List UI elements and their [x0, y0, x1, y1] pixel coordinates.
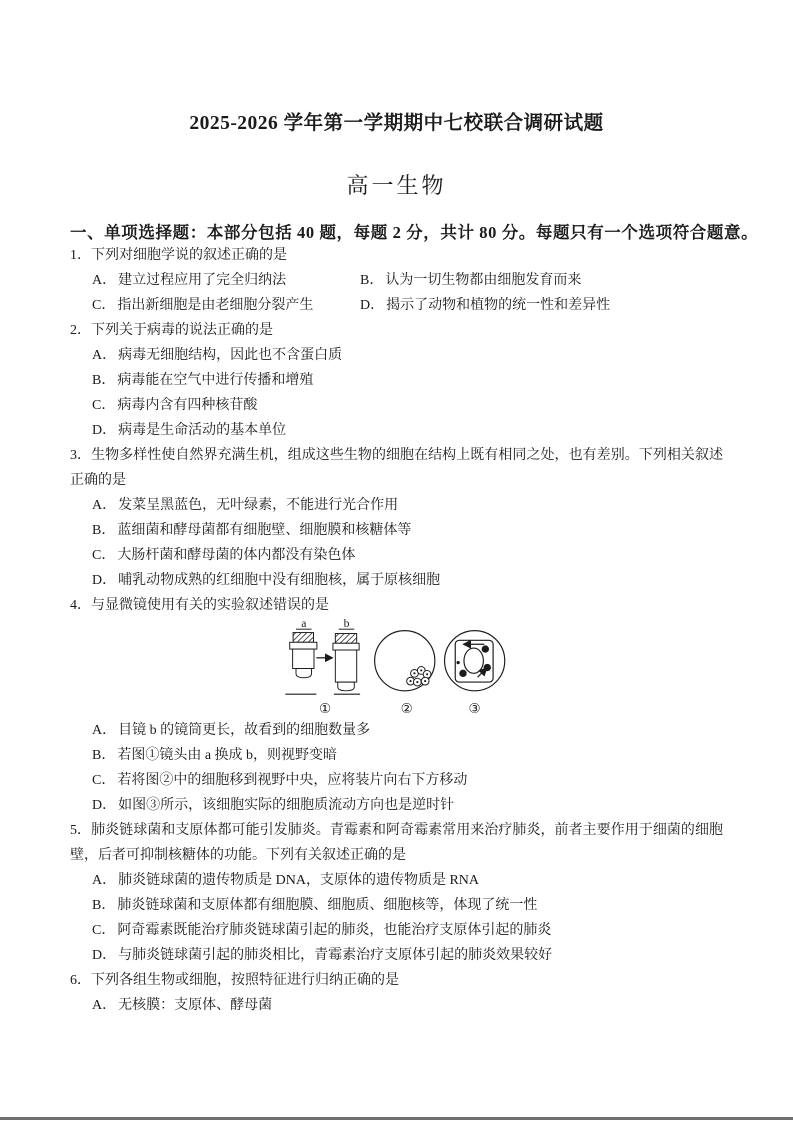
option-5-a: A． 肺炎链球菌的遗传物质是 DNA，支原体的遗传物质是 RNA — [92, 873, 480, 888]
question-2-stem — [70, 318, 723, 343]
question-5-stem — [70, 818, 723, 868]
question-4 — [70, 593, 723, 818]
question-6-text: 下列各组生物或细胞，按照特征进行归纳正确的是 — [91, 973, 399, 988]
option-2-c: C． 病毒内含有四种核苷酸 — [92, 398, 258, 413]
panel-3-label: ③ — [468, 701, 481, 717]
microscope-figure — [70, 618, 723, 718]
question-2-number: 2． — [70, 323, 91, 338]
question-1-text: 下列对细胞学说的叙述正确的是 — [91, 248, 287, 263]
question-3-text: 生物多样性使自然界充满生机，组成这些生物的细胞在结构上既有相同之处，也有差别。下列相关叙述正确的是 — [70, 448, 724, 488]
option-3-b: B． 蓝细菌和酵母菌都有细胞壁、细胞膜和核糖体等 — [92, 523, 412, 538]
option-5-c: C． 阿奇霉素既能治疗肺炎链球菌引起的肺炎，也能治疗支原体引起的肺炎 — [92, 923, 552, 938]
question-3 — [70, 443, 723, 593]
option-6-a: A． 无核膜：支原体、酵母菌 — [92, 998, 273, 1013]
section-header: 一、单项选择题：本部分包括 40 题，每题 2 分，共计 80 分。每题只有一个选项符合题意。 — [70, 223, 759, 242]
question-1-options — [70, 268, 723, 318]
nucleus-outline — [464, 648, 483, 673]
question-5-options — [70, 868, 723, 968]
question-1 — [70, 243, 723, 318]
question-3-stem — [70, 443, 723, 493]
option-3-c: C． 大肠杆菌和酵母菌的体内都没有染色体 — [92, 548, 356, 563]
panel-1-label: ① — [319, 701, 332, 717]
field-of-view-cells — [375, 631, 435, 691]
panel-2-label: ② — [400, 701, 413, 717]
question-3-number: 3． — [70, 448, 92, 463]
microscope-figure-svg — [279, 618, 514, 718]
option-3-a: A． 发菜呈黑蓝色，无叶绿素，不能进行光合作用 — [92, 498, 399, 513]
question-4-text: 与显微镜使用有关的实验叙述错误的是 — [91, 598, 329, 613]
field-of-view-streaming-cell — [445, 631, 505, 691]
option-1-d: D． 揭示了动物和植物的统一性和差异性 — [360, 298, 611, 313]
question-5 — [70, 818, 723, 968]
option-4-b: B． 若图①镜头由 a 换成 b，则视野变暗 — [92, 748, 338, 763]
option-5-d: D． 与肺炎链球菌引起的肺炎相比，青霉素治疗支原体引起的肺炎效果较好 — [92, 948, 553, 963]
option-4-c: C． 若将图②中的细胞移到视野中央，应将装片向右下方移动 — [92, 773, 468, 788]
question-6-number: 6． — [70, 973, 91, 988]
question-4-options — [70, 718, 723, 818]
question-2-text: 下列关于病毒的说法正确的是 — [91, 323, 273, 338]
objective-lens-b — [333, 618, 359, 691]
option-2-b: B． 病毒能在空气中进行传播和增殖 — [92, 373, 314, 388]
question-2 — [70, 318, 723, 443]
option-2-d: D． 病毒是生命活动的基本单位 — [92, 423, 287, 438]
question-4-number: 4． — [70, 598, 91, 613]
option-1-a: A． 建立过程应用了完全归纳法 — [92, 273, 287, 288]
question-4-stem — [70, 593, 723, 618]
option-5-b: B． 肺炎链球菌和支原体都有细胞膜、细胞质、细胞核等，体现了统一性 — [92, 898, 538, 913]
option-1-b: B． 认为一切生物都由细胞发育而来 — [360, 273, 582, 288]
question-6 — [70, 968, 723, 1018]
option-4-d: D． 如图③所示，该细胞实际的细胞质流动方向也是逆时针 — [92, 798, 455, 813]
option-2-a: A． 病毒无细胞结构，因此也不含蛋白质 — [92, 348, 343, 363]
option-4-a: A． 目镜 b 的镜筒更长，故看到的细胞数量多 — [92, 723, 371, 738]
question-1-number: 1． — [70, 248, 91, 263]
lens-a-label: a — [301, 618, 307, 630]
page-bottom-edge — [0, 1117, 793, 1120]
exam-subject: 高一生物 — [346, 173, 447, 198]
question-2-options — [70, 343, 723, 443]
option-3-d: D． 哺乳动物成熟的红细胞中没有细胞核，属于原核细胞 — [92, 573, 441, 588]
exam-title: 2025-2026 学年第一学期期中七校联合调研试题 — [189, 113, 604, 134]
question-5-text: 肺炎链球菌和支原体都可能引发肺炎。青霉素和阿奇霉素常用来治疗肺炎，前者主要作用于细菌的细胞壁，后者可抑制核糖体的功能。下列有关叙述正确的是 — [70, 823, 724, 863]
question-5-number: 5． — [70, 823, 92, 838]
question-6-options — [70, 993, 723, 1018]
objective-lens-a — [290, 618, 317, 678]
option-1-c: C． 指出新细胞是由老细胞分裂产生 — [92, 298, 314, 313]
question-6-stem — [70, 968, 723, 993]
question-1-stem — [70, 243, 723, 268]
question-3-options — [70, 493, 723, 593]
lens-b-label: b — [343, 618, 350, 630]
